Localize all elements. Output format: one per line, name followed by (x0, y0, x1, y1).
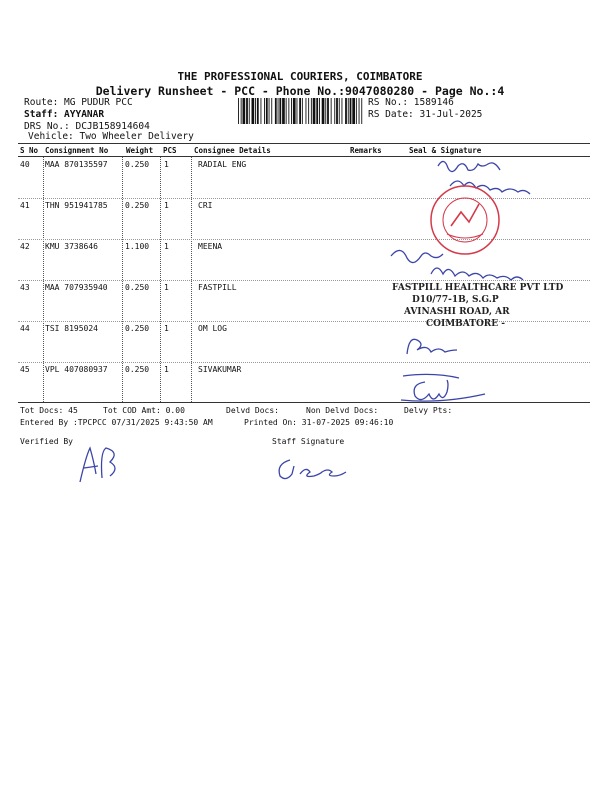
col-header-pcs: PCS (163, 146, 177, 155)
non-delivered-docs: Non Delvd Docs: (306, 406, 379, 415)
total-docs: Tot Docs: 45 (20, 406, 78, 415)
row-sno: 44 (20, 324, 30, 333)
verified-by-label: Verified By (20, 437, 73, 446)
row-consignment: VPL 407080937 (45, 365, 108, 374)
delivered-docs: Delvd Docs: (226, 406, 279, 415)
handwritten-signature-icon (385, 242, 585, 286)
stamp-line-4: COIMBATORE - (426, 319, 506, 329)
stamp-line-3: AVINASHI ROAD, AR (404, 307, 510, 317)
row-pcs: 1 (164, 242, 169, 251)
row-consignee: FASTPILL (198, 283, 237, 292)
table-bottom-rule (18, 402, 590, 403)
row-pcs: 1 (164, 283, 169, 292)
row-weight: 0.250 (125, 283, 150, 292)
col-header-consignee: Consignee Details (194, 146, 271, 155)
row-weight: 1.100 (125, 242, 150, 251)
delivery-points: Delvy Pts: (404, 406, 453, 415)
row-pcs: 1 (164, 365, 169, 374)
row-weight: 0.250 (125, 201, 150, 210)
row-pcs: 1 (164, 160, 169, 169)
col-header-consignment: Consignment No (45, 146, 109, 155)
handwritten-signature-icon (395, 330, 475, 358)
vehicle-info: Vehicle: Two Wheeler Delivery (28, 131, 194, 142)
rs-number: RS No.: 1589146 (368, 97, 454, 108)
row-consignment: TSI 8195024 (45, 324, 98, 333)
stamp-line-1: FASTPILL HEALTHCARE PVT LTD (392, 283, 564, 293)
row-consignment: MAA 870135597 (45, 160, 108, 169)
staff-signature-icon (270, 452, 360, 484)
entered-by: Entered By :TPCPCC 07/31/2025 9:43:50 AM (20, 418, 213, 427)
rs-date: RS Date: 31-Jul-2025 (368, 109, 483, 120)
row-consignee: SIVAKUMAR (198, 365, 242, 374)
row-sno: 41 (20, 201, 30, 210)
row-divider (18, 362, 590, 363)
row-consignee: MEENA (198, 242, 223, 251)
row-weight: 0.250 (125, 365, 150, 374)
row-sno: 40 (20, 160, 30, 169)
row-pcs: 1 (164, 201, 169, 210)
stamp-line-2: D10/77-1B, S.G.P (412, 295, 499, 305)
col-header-seal: Seal & Signature (409, 146, 482, 155)
row-sno: 43 (20, 283, 30, 292)
company-title: THE PROFESSIONAL COURIERS, COIMBATORE (177, 70, 423, 83)
row-sno: 45 (20, 365, 30, 374)
row-consignment: MAA 707935940 (45, 283, 108, 292)
barcode-image (238, 98, 363, 124)
handwritten-signature-icon (395, 370, 495, 406)
row-weight: 0.250 (125, 324, 150, 333)
col-header-remarks: Remarks (350, 146, 382, 155)
runsheet-subtitle: Delivery Runsheet - PCC - Phone No.:9047080280 - Page No.:4 (95, 84, 505, 98)
printed-on: Printed On: 31-07-2025 09:46:10 (244, 418, 394, 427)
staff-signature-label: Staff Signature (272, 437, 345, 446)
row-consignee: OM LOG (198, 324, 227, 333)
total-cod-amount: Tot COD Amt: 0.00 (103, 406, 185, 415)
row-consignment: THN 951941785 (45, 201, 108, 210)
drs-number: DRS No.: DCJB158914604 (24, 121, 150, 132)
row-consignment: KMU 3738646 (45, 242, 98, 251)
verifier-signature-icon (70, 440, 130, 490)
row-pcs: 1 (164, 324, 169, 333)
route-info: Route: MG PUDUR PCC (24, 97, 133, 108)
row-weight: 0.250 (125, 160, 150, 169)
col-header-sno: S No (20, 146, 39, 155)
row-consignee: CRI (198, 201, 213, 210)
col-header-weight: Weight (126, 146, 154, 155)
table-top-rule (18, 143, 590, 144)
row-consignee: RADIAL ENG (198, 160, 247, 169)
row-sno: 42 (20, 242, 30, 251)
staff-info: Staff: AYYANAR (24, 109, 105, 120)
